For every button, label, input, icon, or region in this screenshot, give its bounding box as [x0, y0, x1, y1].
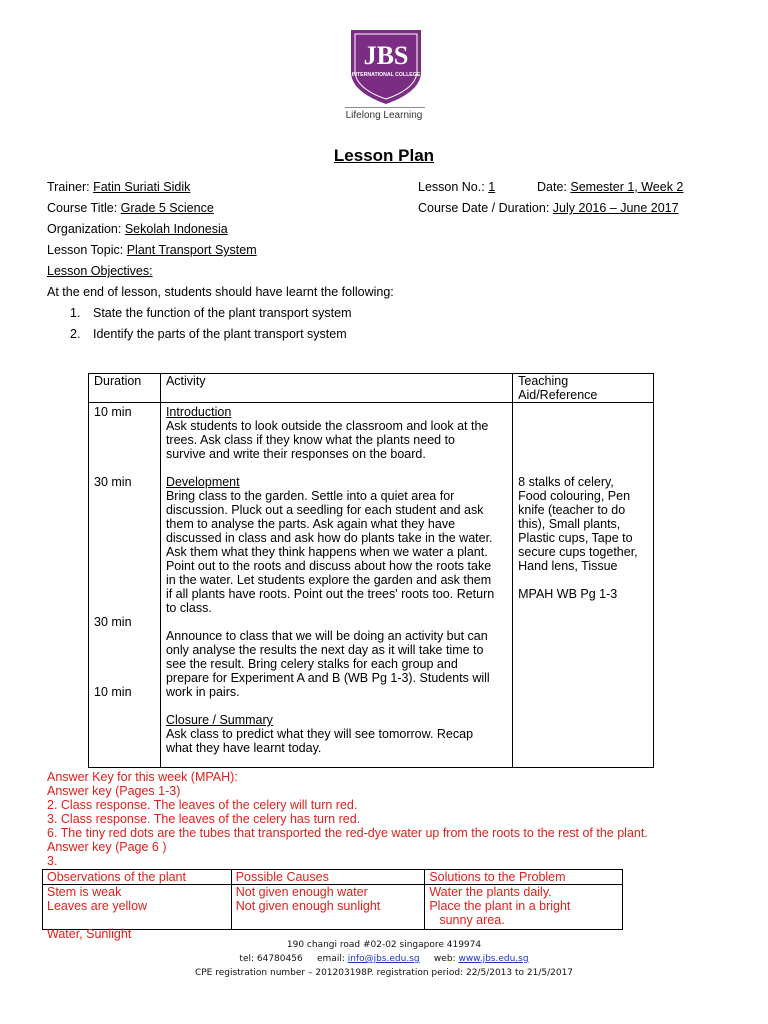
table-header-row: [89, 374, 654, 403]
aid-line: Plastic cups, Tape to: [518, 531, 633, 545]
teaching-aid-cell: [513, 403, 654, 768]
trainer-row: [47, 180, 190, 194]
organization-row: [47, 222, 228, 236]
table-row: [43, 885, 623, 930]
jbs-logo: [341, 26, 431, 111]
answer-key-line: Answer key (Pages 1-3): [47, 784, 181, 798]
objective-number: 2.: [70, 327, 81, 341]
header-teaching-aid: [513, 374, 654, 403]
development-line: them to analyse the parts. Ask again what they have: [165, 517, 456, 531]
footer-contact: [0, 954, 768, 964]
duration-value: 10 min: [94, 405, 132, 419]
solution-text: Water the plants daily.: [429, 885, 552, 899]
aid-line: Food colouring, Pen: [518, 489, 631, 503]
announce-line: prepare for Experiment A and B (WB Pg 1-3). Students will: [165, 671, 490, 685]
development-line: Bring class to the garden. Settle into a quiet area for: [165, 489, 455, 503]
logo-bottom-text: INTERNATIONAL COLLEGE: [351, 72, 421, 78]
header-solutions: Solutions to the Problem: [425, 870, 623, 885]
development-line: if all plants have roots. Point out the trees' roots too. Return: [165, 587, 495, 601]
objective-item: [70, 306, 352, 320]
date-row: [537, 180, 683, 194]
closure-line: what they have learnt today.: [165, 741, 322, 755]
observation-table: [42, 869, 623, 930]
date-label: Date:: [537, 180, 567, 194]
footer-address: 190 changi road #02-02 singapore 419974: [286, 940, 482, 950]
aid-line: secure cups together,: [518, 545, 638, 559]
logo-divider: [345, 107, 425, 108]
cause-text: Not given enough water: [235, 885, 368, 899]
logo-top-text: JBS: [363, 41, 409, 70]
jbs-shield-icon: [341, 26, 431, 106]
lesson-topic-label: Lesson Topic:: [47, 243, 124, 257]
cause-text: Not given enough sunlight: [235, 899, 381, 913]
lesson-no-value: 1: [488, 180, 496, 194]
intro-line: trees. Ask class if they know what the plants need to: [165, 433, 455, 447]
table-cell: [43, 885, 232, 930]
lesson-plan-table: [88, 373, 654, 768]
aid-line: 8 stalks of celery,: [518, 475, 614, 489]
date-value: Semester 1, Week 2: [570, 180, 684, 194]
answer-key-line: 3. Class response. The leaves of the celery has turn red.: [47, 812, 361, 826]
table-row: [89, 403, 654, 768]
observation-text: Leaves are yellow: [47, 899, 148, 913]
header-aid-reference: Aid/Reference: [518, 388, 598, 402]
web-link[interactable]: www.jbs.edu.sg: [458, 954, 529, 964]
closure-line: Ask class to predict what they will see tomorrow. Recap: [165, 727, 474, 741]
development-heading: Development: [165, 475, 240, 489]
tagline: Lifelong Learning: [345, 110, 423, 121]
header-observations: Observations of the plant: [43, 870, 232, 885]
objective-item: [70, 327, 347, 341]
footer-email-label: email:: [317, 954, 345, 964]
duration-value: 30 min: [94, 615, 132, 629]
lesson-no-label: Lesson No.:: [418, 180, 485, 194]
aid-line: this), Small plants,: [518, 517, 621, 531]
course-title-value: Grade 5 Science: [120, 201, 214, 215]
header-causes: Possible Causes: [231, 870, 425, 885]
observation-text: Stem is weak: [47, 885, 122, 899]
announce-line: Announce to class that we will be doing an activity but can: [165, 629, 488, 643]
organization-value: Sekolah Indonesia: [124, 222, 228, 236]
answer-key-line: 6. The tiny red dots are the tubes that transported the red-dye water up from the roots to the rest of the plant.: [47, 826, 648, 840]
objective-number: 1.: [70, 306, 81, 320]
answer-key-after: Water, Sunlight: [47, 927, 132, 941]
table-header-row: [43, 870, 623, 885]
course-date-row: [418, 201, 679, 215]
activity-cell: [160, 403, 512, 768]
intro-line: survive and write their responses on the board.: [165, 447, 426, 461]
answer-key-line: 2. Class response. The leaves of the celery will turn red.: [47, 798, 358, 812]
development-line: Point out to the roots and discuss about how the roots take: [165, 559, 492, 573]
trainer-label: Trainer:: [47, 180, 90, 194]
lesson-no-row: [418, 180, 495, 194]
objectives-label: Lesson Objectives:: [47, 264, 153, 278]
aid-reference: MPAH WB Pg 1-3: [518, 587, 618, 601]
header-duration: Duration: [89, 374, 161, 403]
announce-line: see the result. Bring celery stalks for each group and: [165, 657, 458, 671]
header-activity: Activity: [160, 374, 512, 403]
objectives-intro: At the end of lesson, students should have learnt the following:: [47, 285, 394, 299]
table-cell: [425, 885, 623, 930]
footer-registration: CPE registration number – 201203198P. registration period: 22/5/2013 to 21/5/2017: [194, 968, 574, 978]
footer-web-label: web:: [433, 954, 456, 964]
header-teaching: Teaching: [518, 374, 569, 388]
duration-value: 30 min: [94, 475, 132, 489]
objective-text: State the function of the plant transport system: [93, 306, 352, 320]
closure-heading: Closure / Summary: [165, 713, 273, 727]
page-title: Lesson Plan: [333, 146, 435, 165]
answer-key-line: Answer key (Page 6 ): [47, 840, 167, 854]
trainer-value: Fatin Suriati Sidik: [93, 180, 191, 194]
announce-line: work in pairs.: [165, 685, 240, 699]
duration-cell: [89, 403, 161, 768]
email-link[interactable]: info@jbs.edu.sg: [347, 954, 420, 964]
duration-value: 10 min: [94, 685, 132, 699]
footer-tel: tel: 64780456: [239, 954, 303, 964]
development-line: discussion. Pluck out a seedling for each student and ask: [165, 503, 484, 517]
solution-text: Place the plant in a bright: [429, 899, 571, 913]
answer-key-line: 3.: [47, 854, 58, 868]
course-title-label: Course Title:: [47, 201, 118, 215]
development-line: Ask them what they think happens when we water a plant.: [165, 545, 488, 559]
answer-key-title: Answer Key for this week (MPAH):: [47, 770, 238, 784]
lesson-topic-row: [47, 243, 257, 257]
intro-line: Ask students to look outside the classroom and look at the: [165, 419, 489, 433]
development-line: in the water. Let students explore the garden and ask them: [165, 573, 492, 587]
development-line: to class.: [165, 601, 212, 615]
course-title-row: [47, 201, 214, 215]
intro-heading: Introduction: [165, 405, 232, 419]
lesson-topic-value: Plant Transport System: [126, 243, 257, 257]
aid-line: Hand lens, Tissue: [518, 559, 618, 573]
aid-line: knife (teacher to do: [518, 503, 626, 517]
course-date-value: July 2016 – June 2017: [552, 201, 679, 215]
development-line: discussed in class and ask how do plants take in the water.: [165, 531, 493, 545]
table-cell: [231, 885, 425, 930]
solution-text: sunny area.: [439, 913, 505, 927]
course-date-label: Course Date / Duration:: [418, 201, 550, 215]
objective-text: Identify the parts of the plant transport system: [93, 327, 347, 341]
announce-line: only analyse the results the next day as it will take time to: [165, 643, 484, 657]
organization-label: Organization:: [47, 222, 122, 236]
